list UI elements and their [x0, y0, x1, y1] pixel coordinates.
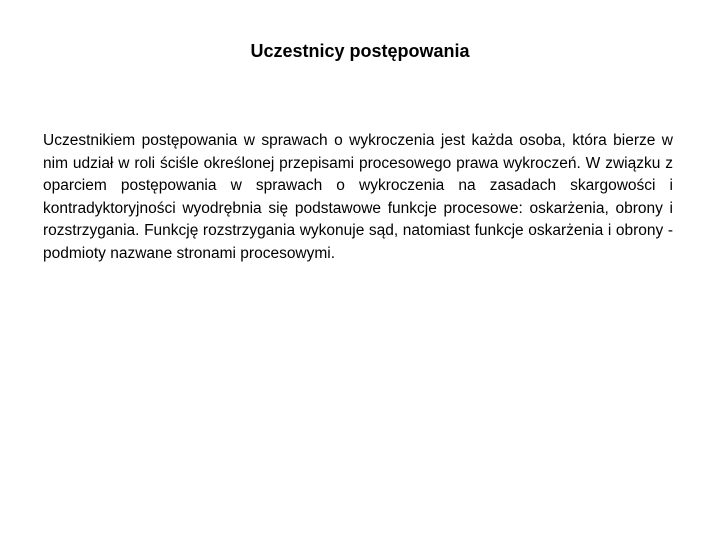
slide-body-paragraph: Uczestnikiem postępowania w sprawach o wykroczenia jest każda osoba, która bierze w nim udział w roli ściśle określonej przepisami procesowego prawa wykroczeń. W związku z oparciem postępowania w sprawach o wykroczenia na zasadach skargowości i kontradyktoryjności wyodrębnia się podstawowe funkcje procesowe: oskarżenia, obrony i rozstrzygania. Funkcję rozstrzygania wykonuje sąd, natomiast funkcje oskarżenia i obrony - podmioty nazwane stronami procesowymi. [43, 132, 673, 262]
slide-title: Uczestnicy postępowania [250, 41, 470, 61]
